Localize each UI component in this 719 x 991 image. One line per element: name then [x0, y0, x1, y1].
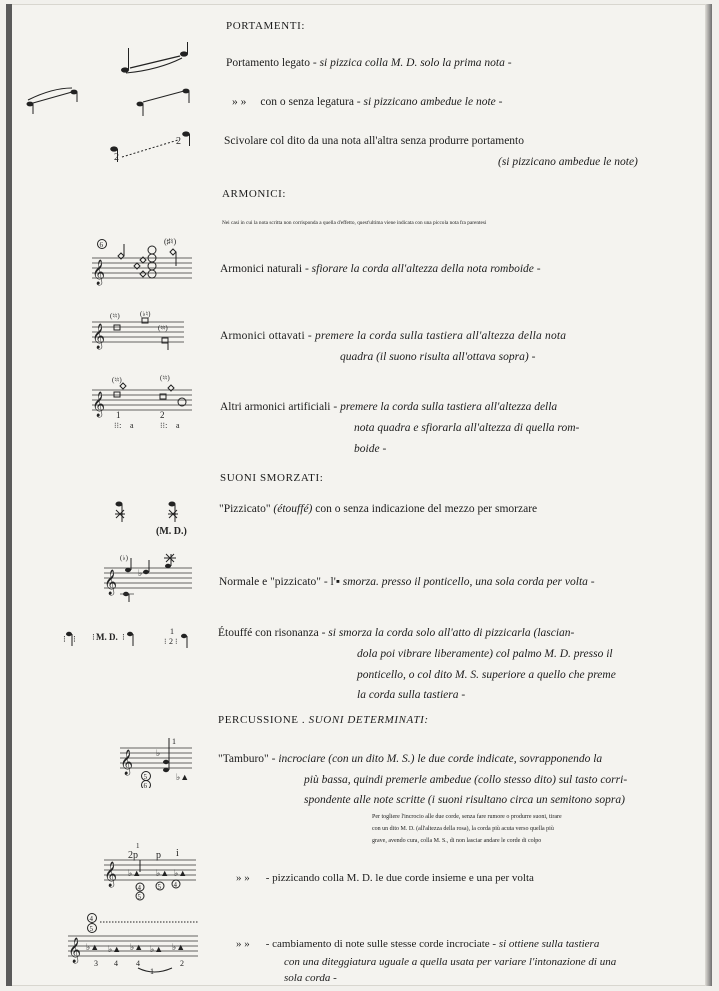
- svg-text:⁝: ⁝: [63, 634, 66, 644]
- svg-text:𝄞: 𝄞: [92, 259, 106, 284]
- svg-text:𝄞: 𝄞: [92, 391, 106, 416]
- svg-text:(♮♮): (♮♮): [110, 312, 120, 320]
- text-pizzicato-etouffe: "Pizzicato" (étouffé) con o senza indicazione del mezzo per smorzare: [219, 503, 538, 515]
- tamburo-note-2: con un dito M. D. (all'altezza della rosa), la corda più acuta verso quella più: [372, 826, 554, 832]
- music-armonici-naturali: [88, 236, 200, 292]
- svg-text:𝄞: 𝄞: [120, 749, 134, 774]
- svg-text:𝄞: 𝄞: [68, 937, 82, 962]
- svg-text:⁝: ⁝: [175, 637, 178, 646]
- music-normale-pizzicato: [100, 550, 196, 602]
- svg-text:⁝: ⁝: [73, 634, 76, 644]
- heading-portamenti: PORTAMENTI:: [226, 20, 306, 32]
- text-etouffe-risonanza: Étouffé con risonanza - si smorza la corda solo all'atto di pizzicarla (lascian-: [218, 627, 575, 639]
- heading-percussione: PERCUSSIONE . SUONI DETERMINATI:: [218, 714, 429, 726]
- music-tamburo: [116, 734, 196, 788]
- svg-text:i: i: [176, 848, 179, 859]
- svg-text:(♮♮): (♮♮): [112, 376, 122, 384]
- text-etouffe-risonanza-2: dola poi vibrare liberamente) col palmo M. D. presso il: [357, 648, 613, 660]
- text-armonici-naturali: Armonici naturali - sfiorare la corda all'altezza della nota romboide -: [220, 263, 541, 275]
- text-etouffe-risonanza-3: ponticello, o col dito M. S. superiore a quello che preme: [357, 669, 616, 681]
- svg-text:𝄞: 𝄞: [104, 861, 118, 886]
- svg-text:⁝: ⁝: [92, 632, 95, 642]
- text-portamento-senza: » » con o senza legatura - si pizzicano ambedue le note -: [232, 96, 503, 108]
- svg-text:♭▲: ♭▲: [156, 868, 170, 878]
- text-armonici-ottavati-2: quadra (il suono risulta all'ottava sopra) -: [340, 351, 536, 363]
- text-cambiamento-3: sola corda -: [284, 972, 337, 984]
- svg-text:(♭♮): (♭♮): [140, 310, 151, 318]
- svg-text:♭: ♭: [138, 568, 143, 578]
- music-pizzicando: [100, 842, 200, 908]
- svg-text:♭▲: ♭▲: [130, 942, 144, 952]
- left-page-edge: [6, 4, 12, 986]
- svg-text:(♮♮): (♮♮): [160, 374, 170, 382]
- svg-text:♭▲: ♭▲: [176, 772, 190, 782]
- svg-text:4: 4: [136, 959, 140, 968]
- svg-text:M. D.: M. D.: [96, 632, 118, 642]
- text-armonici-artificiali-3: boide -: [354, 443, 387, 455]
- svg-text:1: 1: [170, 627, 174, 636]
- text-tamburo: "Tamburo" - incrociare (con un dito M. S.) le due corde indicate, sovrapponendo la: [218, 753, 603, 765]
- text-pizzicando: » » - pizzicando colla M. D. le due corde insieme e una per volta: [236, 872, 534, 884]
- heading-suoni-smorzati: SUONI SMORZATI:: [220, 472, 324, 484]
- svg-text:⁝: ⁝: [164, 637, 167, 646]
- svg-text:(♭): (♭): [120, 554, 128, 562]
- music-cambiamento: [64, 908, 204, 976]
- music-scivolare: [106, 126, 196, 166]
- svg-text:5: 5: [137, 893, 141, 901]
- svg-text:a: a: [176, 421, 180, 430]
- svg-text:1: 1: [150, 967, 154, 976]
- text-etouffe-risonanza-4: la corda sulla tastiera -: [357, 689, 466, 701]
- svg-text:♭▲: ♭▲: [150, 944, 164, 954]
- svg-text:♭▲: ♭▲: [172, 942, 186, 952]
- text-tamburo-2: più bassa, quindi premerle ambedue (collo stesso dito) sul tasto corri-: [304, 774, 628, 786]
- svg-text:2: 2: [180, 959, 184, 968]
- text-portamento-legato: Portamento legato - si pizzica colla M. D. solo la prima nota -: [226, 57, 512, 69]
- music-pizzicato-etouffe: [110, 496, 206, 540]
- svg-text:6: 6: [99, 241, 103, 249]
- fingering-2a: 2: [114, 152, 119, 163]
- svg-text:4: 4: [114, 959, 118, 968]
- svg-text:⁝⁝:: ⁝⁝:: [114, 421, 122, 430]
- svg-text:3: 3: [94, 959, 98, 968]
- svg-text:1: 1: [116, 410, 121, 420]
- armonici-note: Nei casi in cui la nota scritta non corrisponda a quella d'effetto, quest'ultima viene indicata con una piccola nota fra parentesi: [222, 220, 487, 226]
- svg-text:4: 4: [173, 881, 177, 889]
- svg-text:4: 4: [89, 915, 93, 923]
- text-normale-pizzicato: Normale e "pizzicato" - l'▪ smorza. presso il ponticello, una sola corda per volta -: [219, 576, 595, 588]
- tamburo-note-3: grave, avendo cura, colla M. S., di non lasciar andare le corde di colpo: [372, 838, 542, 844]
- text-armonici-ottavati: Armonici ottavati - premere la corda sulla tastiera all'altezza della nota: [220, 330, 567, 342]
- svg-text:5: 5: [157, 883, 161, 891]
- svg-text:5: 5: [89, 925, 93, 933]
- svg-text:(M. D.): (M. D.): [156, 526, 187, 537]
- svg-text:𝄞: 𝄞: [92, 323, 106, 348]
- text-cambiamento: » » - cambiamento di note sulle stesse corde incrociate - si ottiene sulla tastiera: [236, 938, 600, 950]
- svg-text:2: 2: [169, 637, 173, 646]
- music-portamento-senza: [22, 84, 200, 120]
- svg-text:2: 2: [160, 410, 165, 420]
- fingering-2b: 2: [176, 136, 181, 147]
- svg-text:5: 5: [143, 773, 147, 781]
- music-armonici-artificiali: [88, 370, 198, 432]
- svg-text:𝄞: 𝄞: [104, 569, 118, 594]
- svg-text:♭▲: ♭▲: [174, 868, 188, 878]
- svg-text:a: a: [130, 421, 134, 430]
- svg-text:p: p: [156, 850, 161, 861]
- svg-text:6: 6: [143, 782, 147, 788]
- svg-text:(♮♮): (♮♮): [158, 324, 168, 332]
- svg-text:1: 1: [136, 842, 140, 850]
- svg-text:2p: 2p: [128, 850, 138, 861]
- text-tamburo-3: spondente alle note scritte (i suoni risultano circa un semitono sopra): [304, 794, 625, 806]
- right-page-edge: [705, 4, 712, 986]
- text-scivolare-italic: (si pizzicano ambedue le note): [498, 156, 638, 168]
- music-armonici-ottavati: [88, 308, 188, 352]
- text-cambiamento-2: con una diteggiatura uguale a quella usata per variare l'intonazione di una: [284, 956, 617, 968]
- heading-armonici: ARMONICI:: [222, 188, 287, 200]
- svg-text:⁝⁝:: ⁝⁝:: [160, 421, 168, 430]
- text-scivolare: Scivolare col dito da una nota all'altra senza produrre portamento: [224, 135, 524, 147]
- svg-text:♭▲: ♭▲: [108, 944, 122, 954]
- svg-text:4: 4: [137, 884, 141, 892]
- music-portamento-legato: [118, 42, 198, 76]
- svg-text:⁝: ⁝: [122, 632, 125, 642]
- svg-text:(♯♮): (♯♮): [164, 237, 177, 246]
- svg-text:♭▲: ♭▲: [86, 942, 100, 952]
- svg-text:♭▲: ♭▲: [128, 868, 142, 878]
- svg-text:♭: ♭: [156, 748, 161, 758]
- tamburo-note-1: Per togliere l'incrocio alle due corde, senza fare rumore o produrre suoni, tirare: [372, 814, 562, 820]
- text-armonici-artificiali: Altri armonici artificiali - premere la corda sulla tastiera all'altezza della: [220, 401, 558, 413]
- svg-text:1: 1: [172, 737, 176, 746]
- text-armonici-artificiali-2: nota quadra e sfiorarla all'altezza di quella rom-: [354, 422, 580, 434]
- music-etouffe-risonanza: [60, 622, 200, 654]
